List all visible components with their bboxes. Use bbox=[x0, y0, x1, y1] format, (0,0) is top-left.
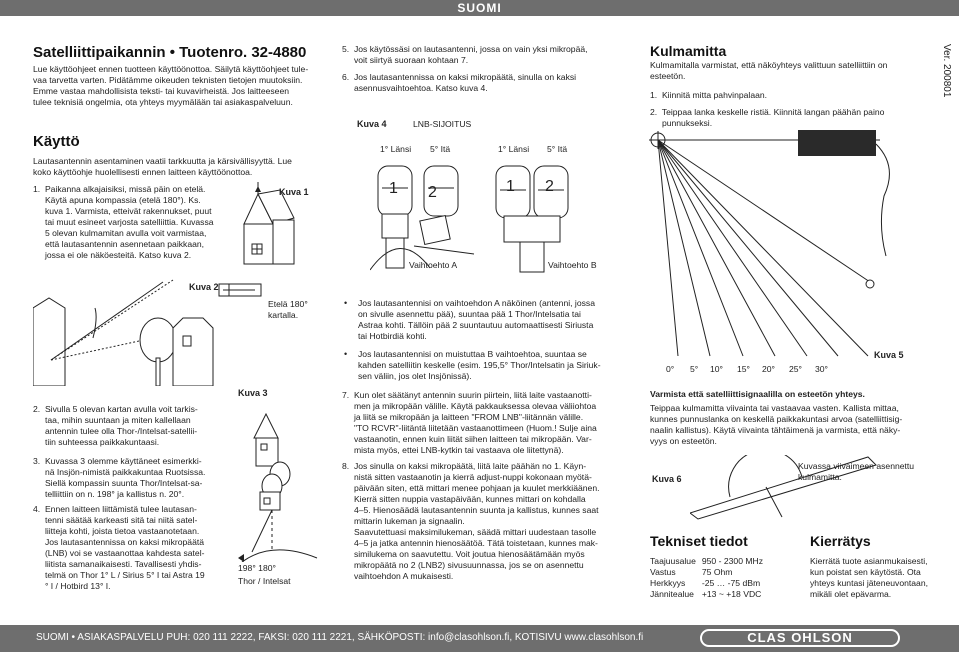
alt-b-east: 5° Itä bbox=[547, 144, 568, 154]
alt-b-label: Vaihtoehto B bbox=[548, 260, 597, 270]
lnb-b-number-2: 2 bbox=[545, 178, 554, 195]
angle-gauge-item-1: 1. Kiinnitä mitta pahvinpalaan. bbox=[650, 90, 768, 100]
south-label: Etelä 180° kartalla. bbox=[268, 299, 308, 320]
figure-3-label: Kuva 3 bbox=[238, 388, 268, 398]
figure-3-degrees: 198° 180° bbox=[238, 563, 276, 573]
spec-row bbox=[650, 556, 769, 567]
spec-value: 950 - 2300 MHz bbox=[701, 556, 764, 566]
figure-3-diagram bbox=[232, 402, 327, 562]
scale-10: 10° bbox=[710, 364, 723, 374]
step-5-text: 5. Jos käytössäsi on lautasantenni, jossa on vain yksi mikropää, voit siirtyä suoraan kohtaan 7. bbox=[342, 44, 588, 65]
signal-heading: Varmista että satelliittisignaalilla on esteetön yhteys. bbox=[650, 389, 865, 399]
scale-25: 25° bbox=[789, 364, 802, 374]
step-6-text: 6. Jos lautasantennissa on kaksi mikropäätä, sinulla on kaksi asennusvaihtoehtoa. Katso kuva 4. bbox=[342, 72, 577, 93]
figure-4-label: Kuva 4 bbox=[357, 119, 387, 129]
step-2-text: 2. Sivulla 5 olevan kartan avulla voit tarkis- taa, mihin suuntaan ja miten kallellaan antennin tulee olla Thor-/Intelsat-satellii- tiin suhteessa paikkakuntaasi. bbox=[33, 404, 198, 447]
lnb-a-number-1: 1 bbox=[389, 180, 398, 197]
step-7-text: 7. Kun olet säätänyt antennin suurin piirtein, liitä laite vastaanotti- men ja mikropään välille. Käytä pakkauksessa olevaa väliiohtoa ja liitä se mikropään ja laitteen "FROM LNB"-liitännän välille. "TO RCVR"-liitäntä liitetään vastaanottimeen (Huom.! Sulje aina vastaanotin, ennen kuin liität siihen laitteen tai mikropään. Var- mista myös, ettei LNB-kytkin tai vastaava ole liitettynä). bbox=[342, 390, 597, 455]
bullet-b-text: Jos lautasantennisi on muistuttaa B vaihtoehtoa, suuntaa se kahden satelliitin keskelle (esim. 195,5° Thor/Intelsatin ja Siriuk- sen väliin, jos olet Insjönissä). bbox=[358, 349, 601, 381]
angle-gauge-title: Kulmamitta bbox=[650, 43, 727, 59]
figure-3-satellite: Thor / Intelsat bbox=[238, 576, 291, 586]
bullet-b-dot: • bbox=[344, 349, 348, 359]
alt-a-west: 1° Länsi bbox=[380, 144, 412, 154]
figure-5-angle-gauge bbox=[648, 126, 893, 361]
figure-6-caption: Kuvassa viivaimeen asennettu kulmamitta. bbox=[798, 461, 915, 482]
step-8-text: 8. Jos sinulla on kaksi mikropäätä, liitä laite päähän no 1. Käyn- nistä sitten vastaanotin ja kierrä adjust-nuppi kokonaan myötä- päivään siten, että mittari menee pohjaan ja kuulet merkkiäänen. Kierrä sitten nuppia vastapäivään, kunnes mittari on kohdalla 4–5. Hienosäädä lautasantennin suunta ja kallistus, kunnes saat mittarin lukeman ja signaalin. Saavutettuasi maksimilukeman, säädä mittari uudestaan tasolle 4–5 ja jatka antennin hienosäätöä. Tätä toistetaan, kunnes mak- similukema on saavutettu. Voit joutua hienosäätämään myös mikropäätä no 2 (LNB2) sivusuunnassa, jos se on asennettu vaihtoehdon A mukaisesti. bbox=[342, 461, 600, 581]
bullet-a-dot: • bbox=[344, 298, 348, 308]
alt-b-west: 1° Länsi bbox=[498, 144, 530, 154]
specs-title: Tekniset tiedot bbox=[650, 533, 748, 549]
scale-20: 20° bbox=[762, 364, 775, 374]
figure-2-label: Kuva 2 bbox=[189, 282, 219, 292]
header-bar bbox=[0, 0, 959, 16]
use-text: Lautasantennin asentaminen vaatii tarkkuutta ja kärsivällisyyttä. Lue koko käyttöohje huolellisesti ennen laitteen käyttöönottoa. bbox=[33, 156, 292, 177]
spec-label: Taajuusalue bbox=[650, 556, 696, 566]
step-3-text: 3. Kuvassa 3 olemme käyttäneet esimerkki- nä Insjön-nimistä paikkakuntaa Ruotsissa. Siellä kompassin suunta Thor/Intelsat-sa- telliittiin on n. 198° ja kallistus n. 20°. bbox=[33, 456, 206, 499]
spec-value: +13 ~ +18 VDC bbox=[701, 589, 762, 599]
figure-2-diagram bbox=[33, 278, 263, 386]
lnb-a-number-2: 2 bbox=[428, 184, 437, 201]
scale-30: 30° bbox=[815, 364, 828, 374]
version-label: Ver. 200801 bbox=[941, 44, 952, 98]
scale-5: 5° bbox=[690, 364, 699, 374]
spec-row bbox=[650, 567, 769, 578]
recycling-text: Kierrätä tuote asianmukaisesti, kun poistat sen käytöstä. Ota yhteys kuntasi jäteneuvontaan, mikäli olet epävarma. bbox=[810, 556, 929, 599]
use-heading: Käyttö bbox=[33, 133, 80, 150]
alt-a-label: Vaihtoehto A bbox=[409, 260, 458, 270]
language-label: SUOMI bbox=[457, 1, 502, 15]
brand-logo: CLAS OHLSON bbox=[700, 629, 900, 647]
step-1-text: 1. Paikanna alkajaisiksi, missä päin on etelä. Käytä apuna kompassia (etelä 180°). Ks. kuva 1. Varmista, etteivät rakennukset, puut tai muut esineet varjosta satelliittia. Kuvassa 5 olevan kulmamitan avulla voit varmistaa, että lautasantennin asennetaan paikkaan, jossa ei ole näköesteitä. Katso kuva 2. bbox=[33, 184, 214, 260]
bullet-a-text: Jos lautasantennisi on vaihtoehdon A näköinen (antenni, jossa on sivulle asennettu pää), suuntaa pää 1 Thor/Intelsatia tai Astraa kohti. Tällöin pää 2 suuntautuu automaattisesti Siriusta tai Hotbirdiä kohti. bbox=[358, 298, 595, 341]
figure-1-label: Kuva 1 bbox=[279, 187, 309, 197]
spec-value: -25 … -75 dBm bbox=[701, 578, 761, 588]
spec-value: 75 Ohm bbox=[701, 567, 733, 577]
scale-15: 15° bbox=[737, 364, 750, 374]
spec-row bbox=[650, 589, 769, 600]
page-title: Satelliittipaikannin • Tuotenro. 32-4880 bbox=[33, 44, 307, 61]
angle-gauge-intro: Kulmamitalla varmistat, että näköyhteys valittuun satelliittiin on esteetön. bbox=[650, 60, 888, 81]
alt-a-east: 5° Itä bbox=[430, 144, 451, 154]
signal-text: Teippaa kulmamitta viivainta tai vastaavaa vasten. Kallista mittaa, kunnes punnuslanka on keskellä paikkakuntasi arvoa (satelliittisig- naalin kallistus). Käytä viivainta tähtäimenä ja varmista, että näky- vyys on esteetön. bbox=[650, 403, 903, 446]
intro-text: Lue käyttöohjeet ennen tuotteen käyttöönottoa. Säilytä käyttöohjeet tule- vaa tarvetta varten. Pidätämme oikeuden teknisten tietojen muutoksiin. Emme vastaa mahdollisista teksti- tai kuvavirheistä. Jos laitteeseen tulee teknisiä ongelmia, ota yhteys myymälään tai asiakaspalveluun. bbox=[33, 64, 309, 107]
figure-6-label: Kuva 6 bbox=[652, 474, 682, 484]
step-4-text: 4. Ennen laitteen liittämistä tulee lautasan- tenni säätää karkeasti sitä tai niitä satel- liitteja kohti, joista tietoa vastaanotetaan. Jos lautasantennissa on kaksi mikropäätä (LNB) voi se vastaanottaa kahdesta satel- liitista samanaikaisesti. Tavallisesti yhdis- telmä on Thor 1° L / Sirius 5° I tai Astra 19 ° I / Hotbird 13° I. bbox=[33, 504, 205, 591]
footer-contact: SUOMI • ASIAKASPALVELU PUH: 020 111 2222, FAKSI: 020 111 2221, SÄHKÖPOSTI: info@clasohlson.fi, KOTISIVU www.clasohlson.fi bbox=[36, 632, 644, 643]
spec-label: Herkkyys bbox=[650, 578, 686, 588]
lnb-b-number-1: 1 bbox=[506, 178, 515, 195]
spec-label: Vastus bbox=[650, 567, 676, 577]
angle-gauge-item-2: 2. Teippaa lanka keskelle ristiä. Kiinnitä langan päähän paino punnukseksi. bbox=[650, 107, 885, 128]
scale-0: 0° bbox=[666, 364, 675, 374]
lnb-heading: LNB-SIJOITUS bbox=[413, 119, 472, 129]
footer-bar bbox=[0, 625, 959, 652]
spec-row bbox=[650, 578, 769, 589]
recycling-title: Kierrätys bbox=[810, 533, 871, 549]
spec-label: Jännitealue bbox=[650, 589, 694, 599]
specs-table bbox=[650, 556, 769, 600]
figure-5-label: Kuva 5 bbox=[874, 350, 904, 360]
